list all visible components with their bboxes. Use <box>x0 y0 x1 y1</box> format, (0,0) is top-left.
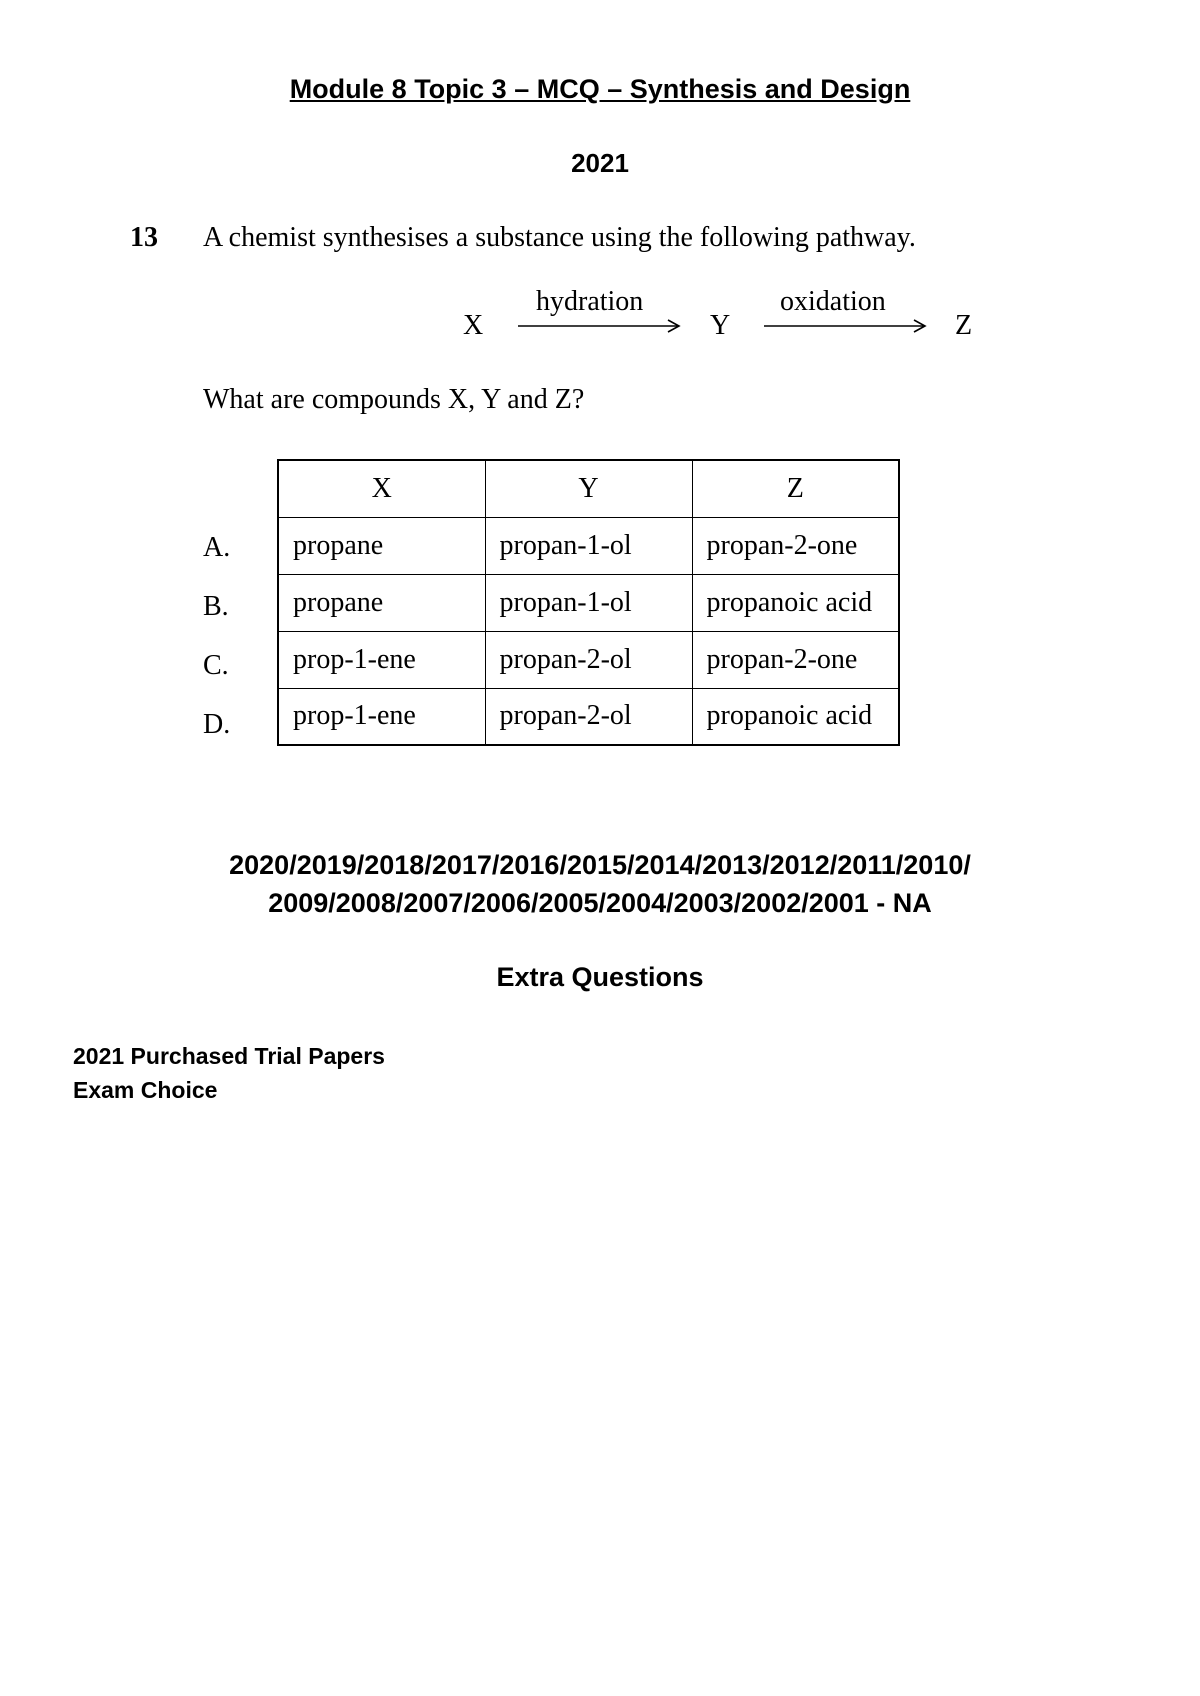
na-years-line-1: 2020/2019/2018/2017/2016/2015/2014/2013/2012/2011/2010/ <box>229 850 971 880</box>
source-line-1: 2021 Purchased Trial Papers <box>73 1043 385 1069</box>
pathway-start: X <box>463 310 484 341</box>
page-title: Module 8 Topic 3 – MCQ – Synthesis and Design <box>289 74 911 104</box>
cell-a-y: propan-1-ol <box>485 517 692 574</box>
option-label-d[interactable]: D. <box>203 709 231 740</box>
cell-a-z: propan-2-one <box>692 517 899 574</box>
pathway-end: Z <box>955 310 973 341</box>
question-prompt: What are compounds X, Y and Z? <box>203 384 585 415</box>
na-years-line-2: 2009/2008/2007/2006/2005/2004/2003/2002/2001 - NA <box>268 888 932 918</box>
option-label-a[interactable]: A. <box>203 532 231 563</box>
year-heading: 2021 <box>571 148 629 178</box>
na-years-block <box>0 846 1200 922</box>
question-number: 13 <box>130 222 158 253</box>
reaction-pathway <box>0 280 1200 360</box>
answer-table <box>277 459 900 746</box>
source-line-2: Exam Choice <box>73 1077 218 1103</box>
header-z: Z <box>692 460 899 517</box>
question-text: A chemist synthesises a substance using the following pathway. <box>203 222 916 253</box>
option-label-c[interactable]: C. <box>203 650 229 681</box>
table-row <box>278 574 899 631</box>
cell-c-z: propan-2-one <box>692 631 899 688</box>
option-label-b[interactable]: B. <box>203 591 229 622</box>
cell-c-y: propan-2-ol <box>485 631 692 688</box>
pathway-middle: Y <box>710 310 731 341</box>
extra-questions-heading: Extra Questions <box>496 962 704 992</box>
table-row <box>278 631 899 688</box>
header-x: X <box>278 460 485 517</box>
table-row <box>278 688 899 745</box>
header-y: Y <box>485 460 692 517</box>
table-row <box>278 517 899 574</box>
cell-d-y: propan-2-ol <box>485 688 692 745</box>
cell-b-z: propanoic acid <box>692 574 899 631</box>
cell-b-x: propane <box>278 574 485 631</box>
cell-c-x: prop-1-ene <box>278 631 485 688</box>
cell-d-z: propanoic acid <box>692 688 899 745</box>
cell-d-x: prop-1-ene <box>278 688 485 745</box>
pathway-step1-label: hydration <box>536 286 644 317</box>
pathway-step2-label: oxidation <box>780 286 886 317</box>
table-header-row <box>278 460 899 517</box>
cell-a-x: propane <box>278 517 485 574</box>
cell-b-y: propan-1-ol <box>485 574 692 631</box>
